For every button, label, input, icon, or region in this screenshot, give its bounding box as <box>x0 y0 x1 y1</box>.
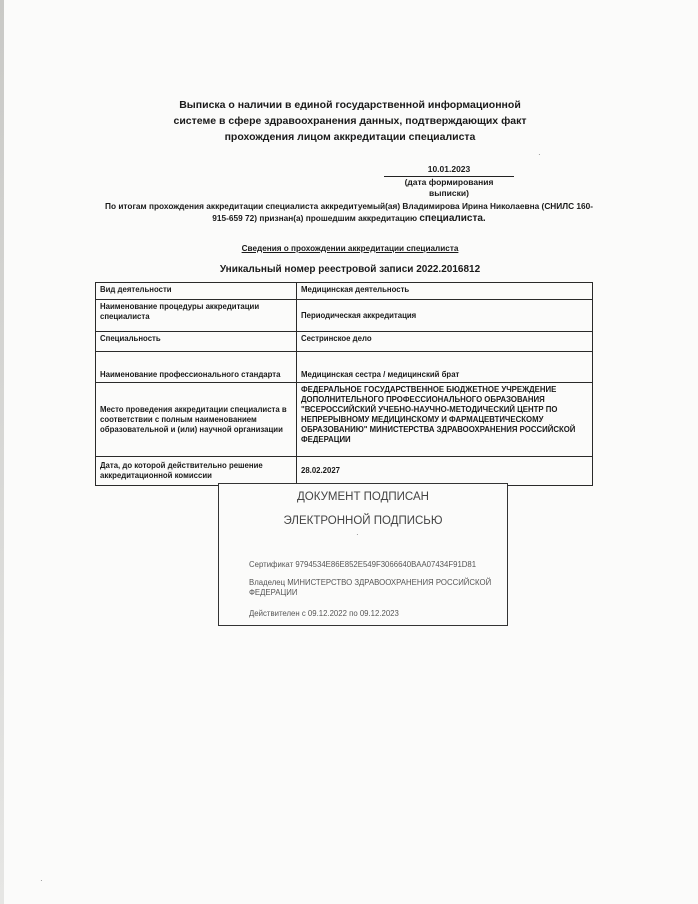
signature-certificate: Сертификат 9794534E86E852E549F3066640BAA07434F91D81 <box>249 560 477 569</box>
intro-line-1: По итогам прохождения аккредитации специалиста аккредитуемый(ая) Владимирова Ирина Николаевна (СНИЛС 160- <box>105 201 593 211</box>
intro-paragraph <box>96 200 602 225</box>
issue-date-caption: (дата формирования выписки) <box>404 177 494 198</box>
electronic-signature-stamp <box>218 483 508 626</box>
table-value: 28.02.2027 <box>297 457 593 486</box>
table-row <box>96 352 593 383</box>
table-row <box>96 283 593 300</box>
intro-line-2-end: специалиста. <box>419 213 486 224</box>
scan-speck: · <box>356 530 359 539</box>
table-key: Наименование профессионального стандарта <box>96 352 297 383</box>
section-title: Сведения о прохождении аккредитации специалиста <box>241 244 459 253</box>
registry-number: Уникальный номер реестровой записи 2022.2016812 <box>219 264 481 275</box>
table-value: Медицинская деятельность <box>297 283 593 300</box>
scan-speck: · <box>40 876 43 885</box>
table-row <box>96 457 593 486</box>
table-row <box>96 300 593 332</box>
intro-line-2 <box>96 212 602 225</box>
signature-title-1: ДОКУМЕНТ ПОДПИСАН <box>297 491 429 503</box>
issue-date-block <box>384 164 514 199</box>
accreditation-table <box>95 282 593 486</box>
signature-validity: Действителен с 09.12.2022 по 09.12.2023 <box>249 609 399 618</box>
table-value: Медицинская сестра / медицинский брат <box>297 352 593 383</box>
scan-edge-shadow <box>0 0 4 904</box>
table-key: Специальность <box>96 332 297 352</box>
table-key: Наименование процедуры аккредитации специалиста <box>96 300 297 332</box>
table-row <box>96 383 593 457</box>
intro-line-2-start: 915-659 72) признан(а) прошедшим аккредитацию <box>212 213 418 223</box>
issue-date: 10.01.2023 <box>384 164 514 177</box>
signature-title-2: ЭЛЕКТРОННОЙ ПОДПИСЬЮ <box>283 515 443 527</box>
table-value: ФЕДЕРАЛЬНОЕ ГОСУДАРСТВЕННОЕ БЮДЖЕТНОЕ УЧРЕЖДЕНИЕ ДОПОЛНИТЕЛЬНОГО ПРОФЕССИОНАЛЬНОГО ОБРАЗОВАНИЯ "ВСЕРОССИЙСКИЙ УЧЕБНО-НАУЧНО-МЕТОДИЧЕСКИЙ ЦЕНТР ПО НЕПРЕРЫВНОМУ МЕДИЦИНСКОМУ И ФАРМАЦЕВТИЧЕСКОМУ ОБРАЗОВАНИЮ" МИНИСТЕРСТВА ЗДРАВООХРАНЕНИЯ РОССИЙСКОЙ ФЕДЕРАЦИИ <box>297 383 593 457</box>
table-key: Вид деятельности <box>96 283 297 300</box>
table-value: Периодическая аккредитация <box>297 300 593 332</box>
signature-owner: Владелец МИНИСТЕРСТВО ЗДРАВООХРАНЕНИЯ РОССИЙСКОЙ ФЕДЕРАЦИИ <box>249 578 492 597</box>
title-line-3: прохождения лицом аккредитации специалиста <box>224 131 476 143</box>
table-key: Дата, до которой действительно решение аккредитационной комиссии <box>96 457 297 486</box>
document-title <box>150 97 550 145</box>
table-key: Место проведения аккредитации специалиста в соответствии с полным наименованием образовательной и (или) научной организации <box>96 383 297 457</box>
table-row <box>96 332 593 352</box>
scan-speck: · <box>538 150 541 159</box>
title-line-2: системе в сфере здравоохранения данных, подтверждающих факт <box>173 115 527 127</box>
table-value: Сестринское дело <box>297 332 593 352</box>
title-line-1: Выписка о наличии в единой государственной информационной <box>179 99 521 111</box>
